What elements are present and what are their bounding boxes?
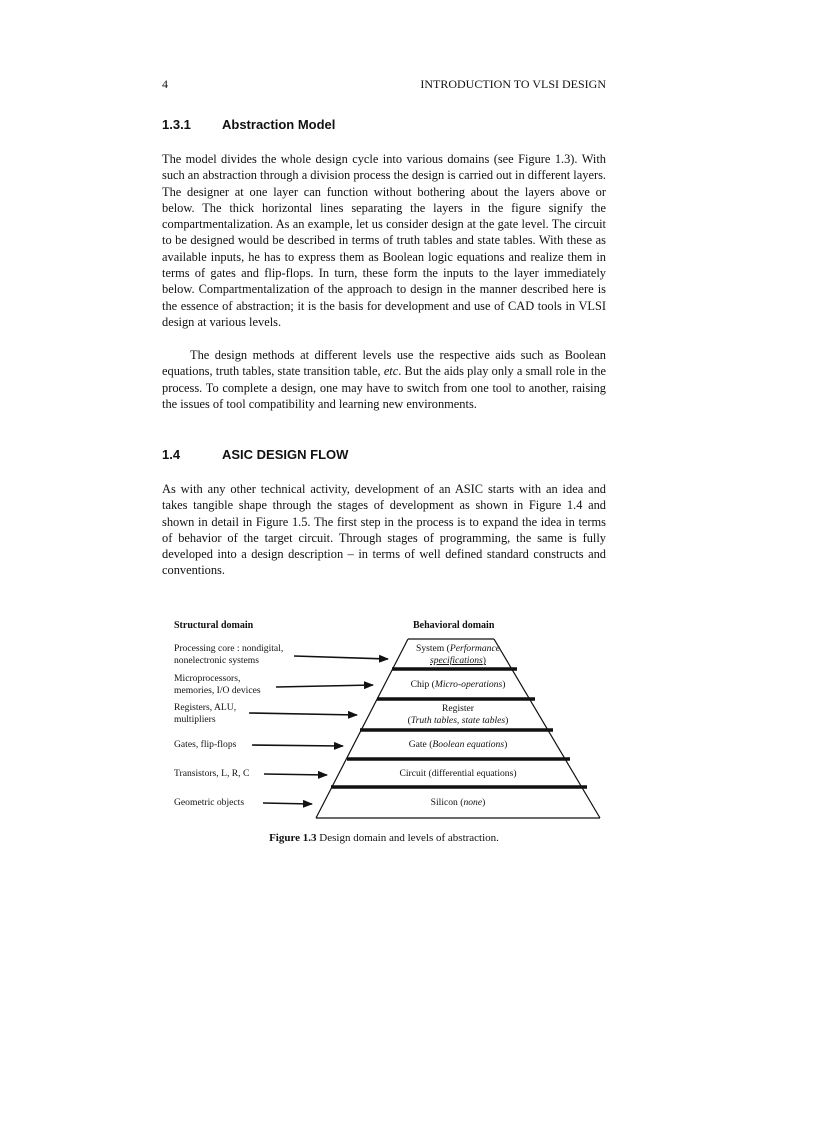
section-title: Abstraction Model [222, 117, 336, 132]
page-number: 4 [162, 77, 168, 91]
structural-label-microprocessors: Microprocessors, memories, I/O devices [174, 673, 261, 697]
paragraph-abstraction-1: The model divides the whole design cycle into various domains (see Figure 1.3). With such an abstraction through a division process the design is carried out in different layers. The designer at one layer can function without bothering about the layers above or below. The thick horizontal lines separating the layers in the figure signify the compartmentalization. As an example, let us consider design at the gate level. The circuit to be designed would be described in terms of truth tables and state tables. With these as available inputs, he has to express them as Boolean logic equations and realize them in terms of gates and flip-flops. In turn, these form the inputs to the layer immediately below. Compartmentalization of the approach to design in the manner described here is the essence of abstraction; it is the basis for development and use of CAD tools in VLSI design at various levels. [162, 152, 606, 329]
arrow-geometric [263, 803, 312, 804]
figure-1-3 [160, 614, 620, 850]
structural-label-gates: Gates, flip-flops [174, 739, 237, 750]
structural-label-transistors: Transistors, L, R, C [174, 768, 250, 779]
layer-label-gate: Gate (Boolean equations) [408, 739, 508, 750]
structural-domain-heading: Structural domain [174, 620, 254, 631]
arrow-gates [252, 745, 343, 746]
layer-label-system: System (Performance specifications) [416, 643, 500, 667]
structural-label-registers: Registers, ALU, multipliers [174, 702, 237, 726]
layer-label-register: Register (Truth tables, state tables) [407, 703, 509, 727]
structural-label-processing-core: Processing core : nondigital, nonelectronic systems [174, 643, 284, 667]
section-number: 1.4 [162, 447, 181, 462]
para2-text-b: . But the aids play only a small role in the process. To complete a design, one may have to switch from one tool to another, raising the issues of tool compatibility and learning new environments. [162, 364, 606, 411]
caption-text: Design domain and levels of abstraction. [316, 832, 499, 844]
para2-etc: etc [383, 364, 399, 379]
running-title: INTRODUCTION TO VLSI DESIGN [420, 77, 606, 91]
arrow-transistors [264, 774, 327, 775]
figure-caption [160, 831, 608, 845]
layer-label-circuit: Circuit (differential equations) [399, 768, 517, 779]
caption-label: Figure 1.3 [269, 832, 317, 844]
paragraph-asic-flow: As with any other technical activity, development of an ASIC starts with an idea and takes tangible shape through the stages of development as shown in Figure 1.4 and shown in detail in Figure 1.5. The first step in the process is to expand the idea in terms of behavior of the target circuit. Through stages of programming, the same is fully developed into a design description – in terms of well defined standard constructs and conventions. [162, 482, 606, 578]
layer-label-chip: Chip (Micro-operations) [410, 679, 506, 690]
structural-label-geometric: Geometric objects [174, 797, 245, 808]
behavioral-domain-heading: Behavioral domain [413, 620, 495, 631]
layer-label-silicon: Silicon (none) [430, 797, 486, 808]
para2-text-a: The design methods at different levels use the respective aids such as Boolean equations, truth tables, state transition table, [162, 348, 606, 379]
section-number: 1.3.1 [162, 117, 191, 132]
section-heading-1-3-1 [162, 117, 335, 133]
section-heading-1-4 [162, 447, 348, 463]
paragraph-abstraction-2 [162, 347, 606, 412]
section-title: ASIC DESIGN FLOW [222, 447, 349, 462]
